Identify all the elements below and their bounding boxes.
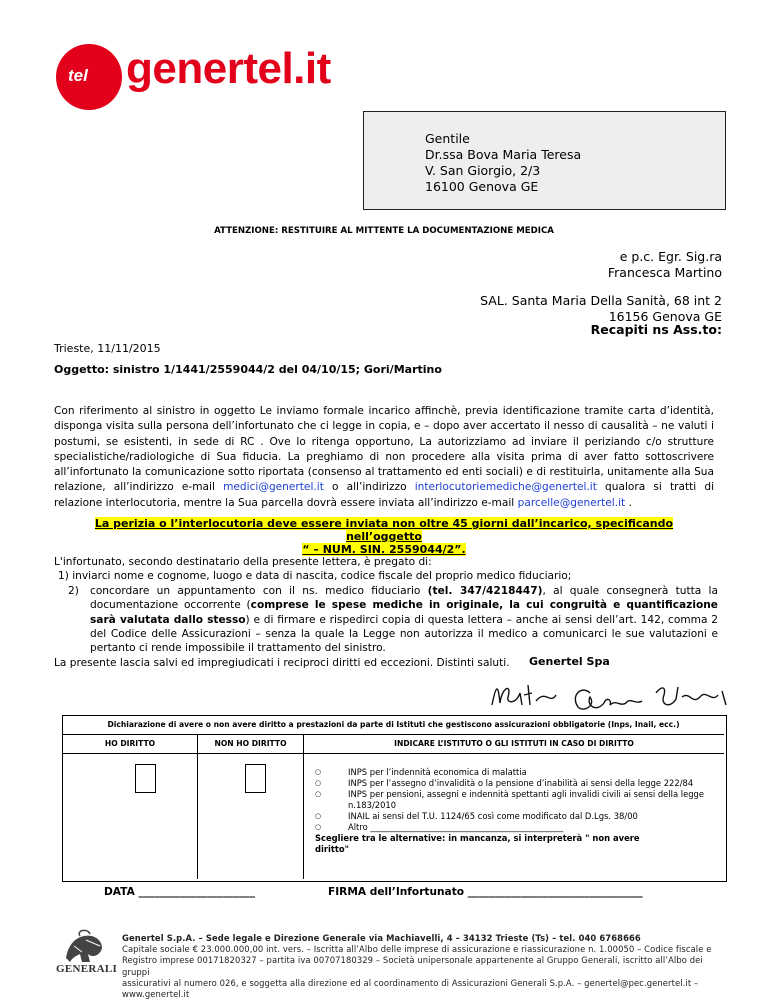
list-text: , al quale consegnerà tutta la documentazione occorrente ( (90, 584, 718, 612)
email-link-medici[interactable]: medici@genertel.it (223, 481, 324, 494)
cc-line: Francesca Martino (607, 265, 722, 280)
generali-lion-icon (60, 928, 108, 964)
recipient-address-box (363, 111, 726, 210)
date-field-label: DATA ______________________ (104, 886, 255, 898)
generali-brand-text: GENERALI (56, 963, 118, 975)
list-text: concordare un appuntamento con il ns. medico fiduciario (90, 584, 421, 597)
footer-line: Registro imprese 00171820327 – partita iva 00707180329 – Società unipersonale appartenente al Gruppo Generali, iscritto all’Albo dei gruppi (122, 955, 703, 977)
option-label: INPS per l’indennità economica di malattia (348, 767, 527, 777)
radio-icon: ○ (315, 779, 322, 787)
footer-line: Capitale sociale € 23.000.000,00 int. vers. – Iscritta all’Albo delle imprese di assicurazione e riassicurazione n. 1.00050 – Codice fiscale e (122, 944, 712, 955)
attention-notice: ATTENZIONE: RESTITUIRE AL MITTENTE LA DOCUMENTAZIONE MEDICA (214, 226, 554, 236)
sal-line: SAL. Santa Maria Della Sanità, 68 int 2 (480, 293, 722, 308)
cc-block (608, 249, 722, 281)
instructions-list (54, 555, 718, 670)
option-label: Altro ______________________________________________ (348, 822, 564, 832)
body-paragraph (54, 404, 714, 511)
option-item[interactable] (315, 767, 715, 778)
options-note: Scegliere tra le alternative: in mancanza, si interpreterà " non avere diritto" (315, 833, 640, 854)
address-line: 16100 Genova GE (425, 179, 539, 194)
deadline-line: nell’oggetto (346, 530, 422, 543)
option-item[interactable] (315, 822, 715, 833)
email-link-interlocutorie[interactable]: interlocutoriemediche@genertel.it (414, 481, 597, 494)
deadline-line: “ – NUM. SIN. 2559044/2”. (302, 543, 466, 556)
sal-line: 16156 Genova GE (608, 309, 722, 324)
email-link-parcelle[interactable]: parcelle@genertel.it (517, 496, 626, 509)
list-intro: L'infortunato, secondo destinatario della presente lettera, è pregato di: (54, 556, 432, 568)
list-item: 1) inviarci nome e cognome, luogo e data di nascita, codice fiscale del proprio medico fiduciario; (58, 570, 572, 583)
col-header: HO DIRITTO (104, 739, 156, 748)
footer-legal-info (122, 933, 714, 1000)
list-text: ) e di firmare e rispedirci copia di questa lettera – anche ai sensi dell’art. 142, comma 2 del Codice delle Assicurazioni – senza la quale la Legge non autorizza il medico a comunicarci le sue valutazioni e pertanto ci rende impossibile il trattamento del sinistro. (90, 613, 718, 655)
phone-number: (tel. 347/4218447) (427, 584, 543, 597)
logo-badge-text: tel (68, 66, 88, 85)
address-line: Gentile (425, 131, 470, 146)
genertel-logo-mark (56, 44, 122, 110)
address-line: Dr.ssa Bova Maria Teresa (425, 147, 582, 162)
radio-icon: ○ (315, 768, 322, 776)
signature-field-label: FIRMA dell’Infortunato _________________________________ (328, 886, 643, 898)
option-item[interactable] (315, 789, 715, 811)
institute-options (315, 767, 715, 855)
body-text: qualora si tratti di relazione interlocutoria, mentre la Sua parcella dovrà essere inviata all’indirizzo e-mail (54, 481, 715, 509)
option-label: INAIL ai sensi del T.U. 1124/65 così come modificato dal D.Lgs. 38/00 (348, 811, 638, 821)
subject-line: Oggetto: sinistro 1/1441/2559044/2 del 04/10/15; Gori/Martino (54, 363, 442, 376)
footer-line: assicurativi al numero 026, e soggetta alla direzione ed al coordinamento di Assicurazioni Generali S.p.A. – genertel@pec.genertel.it – www.genertel.it (122, 977, 699, 1000)
radio-icon: ○ (315, 823, 322, 831)
place-date: Trieste, 11/11/2015 (54, 342, 161, 355)
cc-line: e p.c. Egr. Sig.ra (619, 249, 722, 264)
radio-icon: ○ (315, 790, 322, 798)
non-ho-diritto-checkbox[interactable] (245, 764, 266, 793)
deadline-line: La perizia o l’interlocutoria deve essere inviata non oltre 45 giorni dall’incarico, specificando (94, 517, 674, 530)
list-bold-text: comprese le spese mediche in originale, la cui congruità e quantificazione sarà valutata dallo stesso (90, 599, 718, 626)
deadline-notice (54, 517, 714, 556)
option-item[interactable] (315, 811, 715, 822)
radio-icon: ○ (315, 812, 322, 820)
col-header: NON HO DIRITTO (214, 739, 287, 748)
genertel-logo-text: genertel.it (126, 44, 331, 93)
table-title: Dichiarazione di avere o non avere diritto a prestazioni da parte di Istituti che gestiscono assicurazioni obbligatorie (Inps, Inail, ecc.) (107, 720, 680, 729)
sal-block (480, 293, 722, 325)
declaration-table (62, 715, 727, 882)
body-text: Con riferimento al sinistro in oggetto Le inviamo formale incarico affinchè, previa identificazione tramite carta d’identità, disponga visita sulla persona dell’infortunato che ci legge in copia, e – dopo aver accertato il nesso di causalità – ne valuti i postumi, se esistenti, in sede di RC . Ove lo ritenga opportuno, La autorizziamo ad inviare il periziando c/o strutture specialistiche/radiologiche di Sua fiducia. La preghiamo di non procedere alla visita prima di aver fatto sottoscrivere all’infortunato la comunicazione sotto riportata (consenso al trattamento ed enti sociali) e di restituirla, unitamente alla Sua relazione, all’indirizzo e-mail (54, 405, 714, 494)
col-header: INDICARE L’ISTITUTO O GLI ISTITUTI IN CASO DI DIRITTO (394, 739, 634, 748)
recapiti-label: Recapiti ns Ass.to: (590, 322, 722, 337)
signatory: Genertel Spa (529, 655, 610, 668)
closing-line: La presente lascia salvi ed impregiudicati i reciproci diritti ed eccezioni. Distinti saluti. (54, 656, 510, 669)
footer-line: Genertel S.p.A. – Sede legale e Direzione Generale via Machiavelli, 4 – 34132 Trieste (Ts) – tel. 040 6768666 (122, 933, 641, 943)
option-label: INPS per l’assegno d’invalidità o la pensione d’inabilità ai sensi della legge 222/84 (348, 778, 694, 788)
option-label: INPS per pensioni, assegni e indennità spettanti agli invalidi civili ai sensi della legge n.183/2010 (348, 789, 705, 810)
option-item[interactable] (315, 778, 715, 789)
address-line: V. San Giorgio, 2/3 (425, 163, 541, 178)
body-text: o all’indirizzo (332, 481, 407, 494)
list-item (54, 584, 718, 656)
body-text: . (628, 496, 632, 509)
ho-diritto-checkbox[interactable] (135, 764, 156, 793)
list-number: 2) (68, 584, 79, 597)
